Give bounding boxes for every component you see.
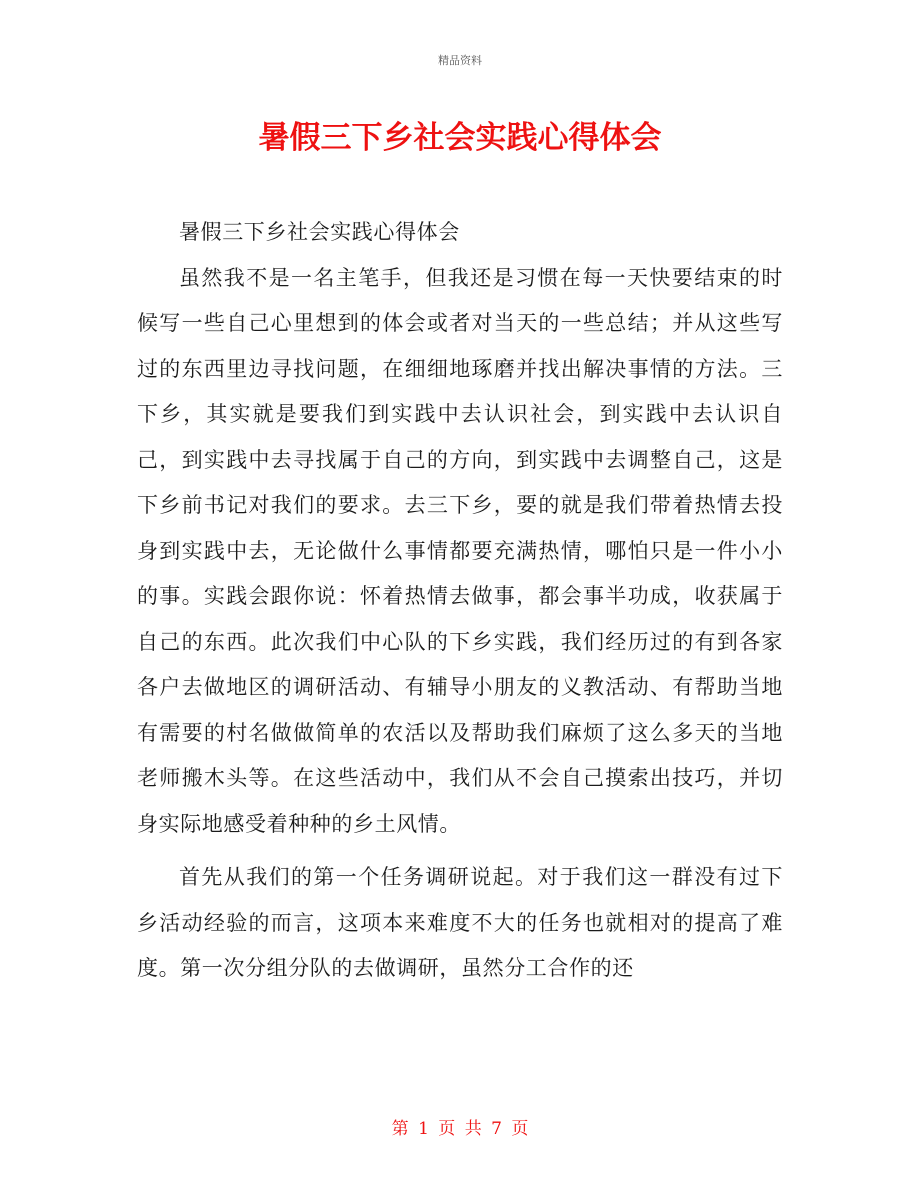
- document-title: 暑假三下乡社会实践心得体会: [258, 120, 662, 156]
- paragraph-2: 首先从我们的第一个任务调研说起。对于我们这一群没有过下乡活动经验的而言，这项本来难度不大的任务也就相对的提高了难度。第一次分组分队的去做调研，虽然分工合作的还: [137, 865, 783, 980]
- paragraph-1: 虽然我不是一名主笔手，但我还是习惯在每一天快要结束的时候写一些自己心里想到的体会或者对当天的一些总结；并从这些写过的东西里边寻找问题，在细细地琢磨并找出解决事情的方法。三下乡，其实就是要我们到实践中去认识社会，到实践中去认识自己，到实践中去寻找属于自己的方向，到实践中去调整自己，这是下乡前书记对我们的要求。去三下乡，要的就是我们带着热情去投身到实践中去，无论做什么事情都要充满热情，哪怕只是一件小小的事。实践会跟你说：怀着热情去做事，都会事半功成，收获属于自己的东西。此次我们中心队的下乡实践，我们经历过的有到各家各户去做地区的调研活动、有辅导小朋友的义教活动、有帮助当地有需要的村名做做简单的农活以及帮助我们麻烦了这么多天的当地老师搬木头等。在这些活动中，我们从不会自己摸索出技巧，并切身实际地感受着种种的乡土风情。: [137, 265, 783, 836]
- paragraph-subtitle: 暑假三下乡社会实践心得体会: [179, 220, 460, 244]
- page-number: 第 1 页 共 7 页: [391, 1119, 529, 1139]
- header-note: 精品资料: [438, 54, 482, 67]
- document-body: [137, 210, 783, 992]
